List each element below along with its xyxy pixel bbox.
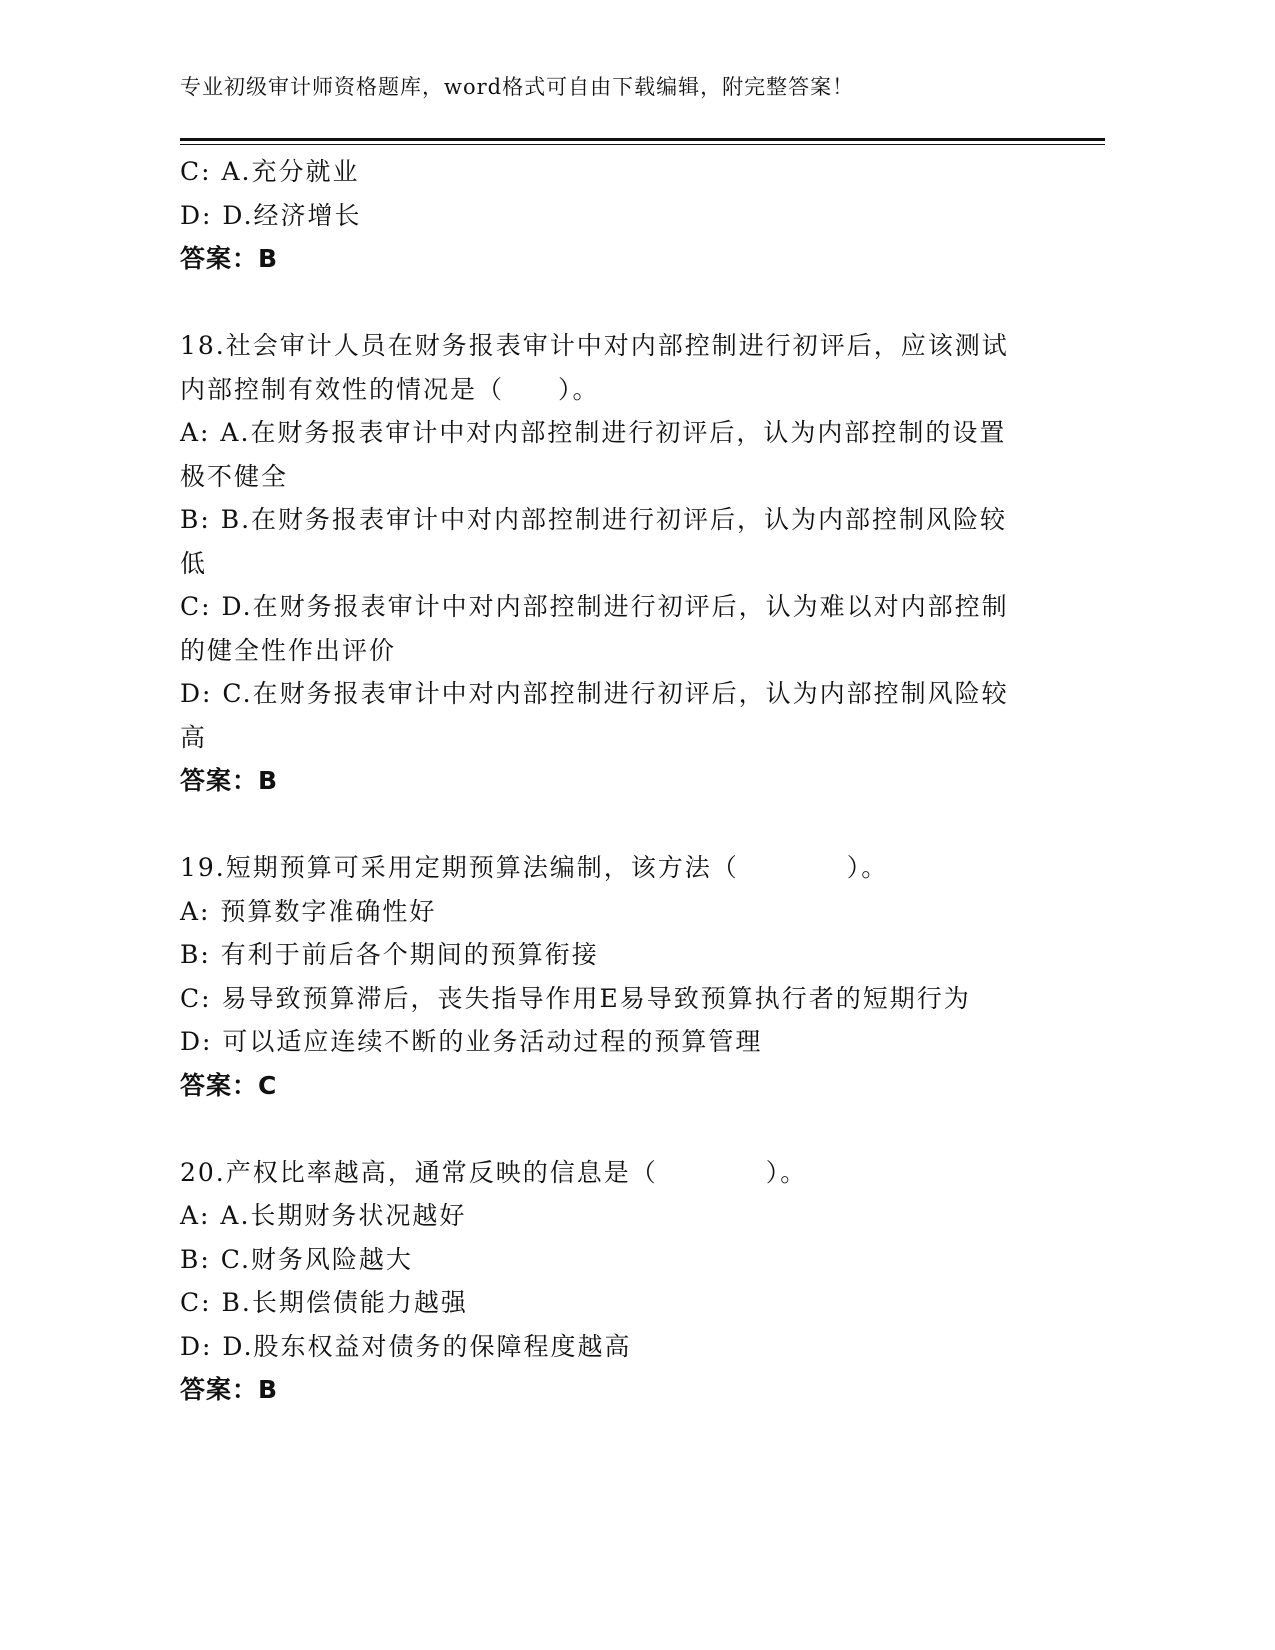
option-d: D: C.在财务报表审计中对内部控制进行初评后，认为内部控制风险较 <box>180 679 1009 708</box>
answer: 答案：C <box>180 1070 278 1100</box>
option-c: C: B.长期偿债能力越强 <box>180 1288 468 1317</box>
question-18 <box>180 324 1040 803</box>
option-d: 高 <box>180 722 208 752</box>
spacer <box>180 1107 1040 1151</box>
question-stem: 19.短期预算可采用定期预算法编制，该方法（ ）。 <box>180 853 889 882</box>
option-a: 极不健全 <box>180 461 289 491</box>
question-17 <box>180 150 1040 281</box>
question-stem: 20.产权比率越高，通常反映的信息是（ ）。 <box>180 1157 808 1187</box>
option-a: A: A.长期财务状况越好 <box>180 1201 467 1230</box>
page-header: 专业初级审计师资格题库，word格式可自由下载编辑，附完整答案！ <box>180 75 855 99</box>
answer: 答案：B <box>180 244 279 273</box>
option-d: D: D.经济增长 <box>180 200 362 230</box>
option-b: B: C.财务风险越大 <box>180 1244 413 1274</box>
option-c: 的健全性作出评价 <box>180 635 397 665</box>
header-rule-thick <box>180 138 1105 141</box>
option-d: D: D.股东权益对债务的保障程度越高 <box>180 1331 632 1361</box>
answer: 答案：B <box>180 1375 279 1404</box>
option-d: D: 可以适应连续不断的业务活动过程的预算管理 <box>180 1027 763 1056</box>
option-c: C: 易导致预算滞后，丧失指导作用E易导致预算执行者的短期行为 <box>180 983 971 1013</box>
option-a: A: A.在财务报表审计中对内部控制进行初评后，认为内部控制的设置 <box>180 418 1007 447</box>
header-rule-thin <box>180 144 1105 145</box>
question-20 <box>180 1151 1040 1412</box>
question-stem: 内部控制有效性的情况是（ ）。 <box>180 374 600 404</box>
option-c: C: A.充分就业 <box>180 157 360 186</box>
option-b: B: B.在财务报表审计中对内部控制进行初评后，认为内部控制风险较 <box>180 505 1008 534</box>
spacer <box>180 281 1040 325</box>
question-stem: 18.社会审计人员在财务报表审计中对内部控制进行初评后，应该测试 <box>180 331 1009 360</box>
option-c: C: D.在财务报表审计中对内部控制进行初评后，认为难以对内部控制 <box>180 592 1009 621</box>
spacer <box>180 803 1040 847</box>
option-a: A: 预算数字准确性好 <box>180 896 437 926</box>
question-list <box>180 150 1040 1412</box>
option-b: B: 有利于前后各个期间的预算衔接 <box>180 940 599 969</box>
option-b: 低 <box>180 548 208 578</box>
answer: 答案：B <box>180 766 279 795</box>
question-19 <box>180 846 1040 1107</box>
